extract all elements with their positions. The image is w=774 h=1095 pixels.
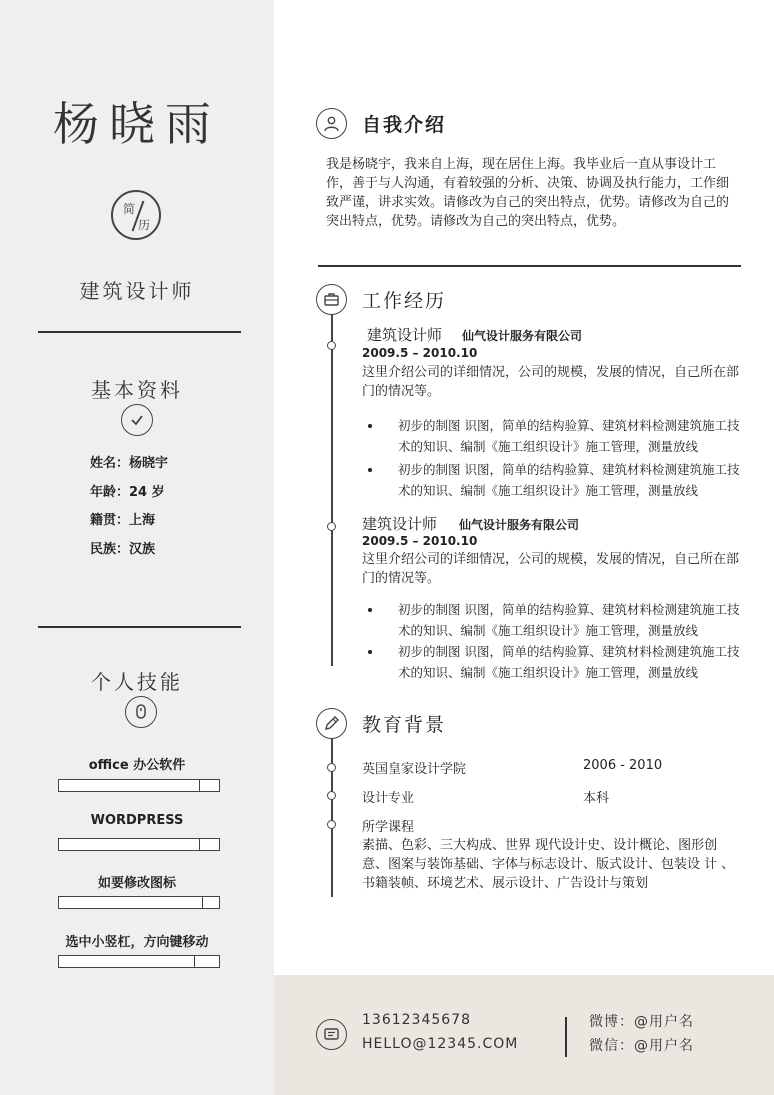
job-description: 这里介绍公司的详细情况，公司的规模，发展的情况，自己所在部门的情况等。: [362, 552, 740, 586]
intro-text: 我是杨晓宇，我来自上海，现在居住上海。我毕业后一直从事设计工作，善于与人沟通，有着较强的分析、决策、协调及执行能力，工作细致严谨，讲求实效。请修改为自己的突出特点，优势。请修改为自己的突出特点，优势。请修改为自己的突出特点，优势。: [326, 157, 730, 229]
school-name: 英国皇家设计学院: [362, 762, 467, 777]
skill-level-handle[interactable]: [59, 897, 203, 908]
resume-badge-icon: [111, 190, 161, 240]
user-icon: [316, 108, 347, 139]
skill-bar[interactable]: [58, 838, 220, 851]
check-icon: [121, 404, 153, 436]
briefcase-icon: [316, 284, 347, 315]
skill-bar[interactable]: [58, 779, 220, 792]
job-title: 建筑设计师: [79, 279, 195, 303]
intro-title: 自我介绍: [362, 114, 447, 136]
sidebar: [0, 0, 274, 1095]
job-period: 2009.5 – 2010.10: [362, 534, 478, 548]
skill-level-handle[interactable]: [59, 956, 195, 967]
skill-bar[interactable]: [58, 955, 220, 968]
contact-footer: [274, 975, 774, 1095]
info-origin: 籍贯：上海: [90, 513, 156, 528]
skill-bar[interactable]: [58, 896, 220, 909]
skill-label: 选中小竖杠，方向键移动: [65, 935, 209, 950]
job-description: 这里介绍公司的详细情况，公司的规模，发展的情况，自己所在部门的情况等。: [362, 365, 740, 399]
job-bullet-text: 初步的制图 识图，简单的结构验算、建筑材料检测建筑施工技术的知识、编制《施工组织设计》施工管理，测量放线: [398, 418, 740, 454]
skill-level-handle[interactable]: [59, 839, 200, 850]
timeline-dot: [327, 522, 336, 531]
basic-info-heading: 基本资料: [91, 378, 183, 402]
contact-wechat[interactable]: 微信：@用户名: [589, 1038, 694, 1054]
badge-char-2: 历: [138, 218, 151, 232]
skill-label: office 办公软件: [88, 758, 186, 773]
info-ethnicity: 民族：汉族: [90, 542, 156, 557]
job-company: 仙气设计服务有限公司: [462, 329, 583, 343]
footer-divider: [565, 1017, 567, 1057]
skill-label: WORDPRESS: [90, 813, 184, 828]
degree: 本科: [583, 791, 610, 806]
education-timeline: [331, 722, 333, 897]
timeline-dot: [327, 820, 336, 829]
work-timeline: [331, 300, 333, 666]
contact-phone[interactable]: 13612345678: [362, 1012, 471, 1028]
divider: [38, 626, 241, 628]
timeline-dot: [327, 341, 336, 350]
contact-weibo[interactable]: 微博：@用户名: [589, 1014, 694, 1030]
skill-label: 如要修改图标: [97, 876, 176, 891]
divider: [318, 265, 741, 267]
timeline-dot: [327, 791, 336, 800]
job-bullet-text: 初步的制图 识图，简单的结构验算、建筑材料检测建筑施工技术的知识、编制《施工组织设计》施工管理，测量放线: [398, 602, 740, 638]
major: 设计专业: [362, 791, 415, 806]
person-name: 杨晓雨: [53, 97, 221, 151]
work-title: 工作经历: [362, 290, 447, 312]
job-bullet-text: 初步的制图 识图，简单的结构验算、建筑材料检测建筑施工技术的知识、编制《施工组织设计》施工管理，测量放线: [398, 644, 740, 680]
timeline-dot: [327, 763, 336, 772]
info-name: 姓名：杨晓宇: [90, 456, 169, 471]
job-period: 2009.5 – 2010.10: [362, 346, 478, 360]
info-age: 年龄：24 岁: [90, 485, 165, 500]
job-bullet-text: 初步的制图 识图，简单的结构验算、建筑材料检测建筑施工技术的知识、编制《施工组织设计》施工管理，测量放线: [398, 462, 740, 498]
mouse-icon: [125, 696, 157, 728]
skills-heading: 个人技能: [91, 670, 183, 694]
badge-char-1: 简: [123, 202, 136, 216]
message-icon: [316, 1019, 347, 1050]
divider: [38, 331, 241, 333]
job-company: 仙气设计服务有限公司: [459, 518, 580, 532]
education-title: 教育背景: [362, 714, 447, 736]
job-role: 建筑设计师: [362, 515, 438, 533]
job-role: 建筑设计师: [367, 326, 443, 344]
pencil-icon: [316, 708, 347, 739]
courses-list: 素描、色彩、三大构成、世界 现代设计史、设计概论、图形创意、图案与装饰基础、字体与标志设计、版式设计、包装设 计 、书籍装帧、环境艺术、展示设计、广告设计与策划: [362, 838, 735, 891]
courses-label: 所学课程: [362, 820, 415, 835]
contact-email[interactable]: HELLO@12345.COM: [362, 1036, 519, 1052]
school-years: 2006 - 2010: [583, 758, 663, 773]
skill-level-handle[interactable]: [59, 780, 200, 791]
